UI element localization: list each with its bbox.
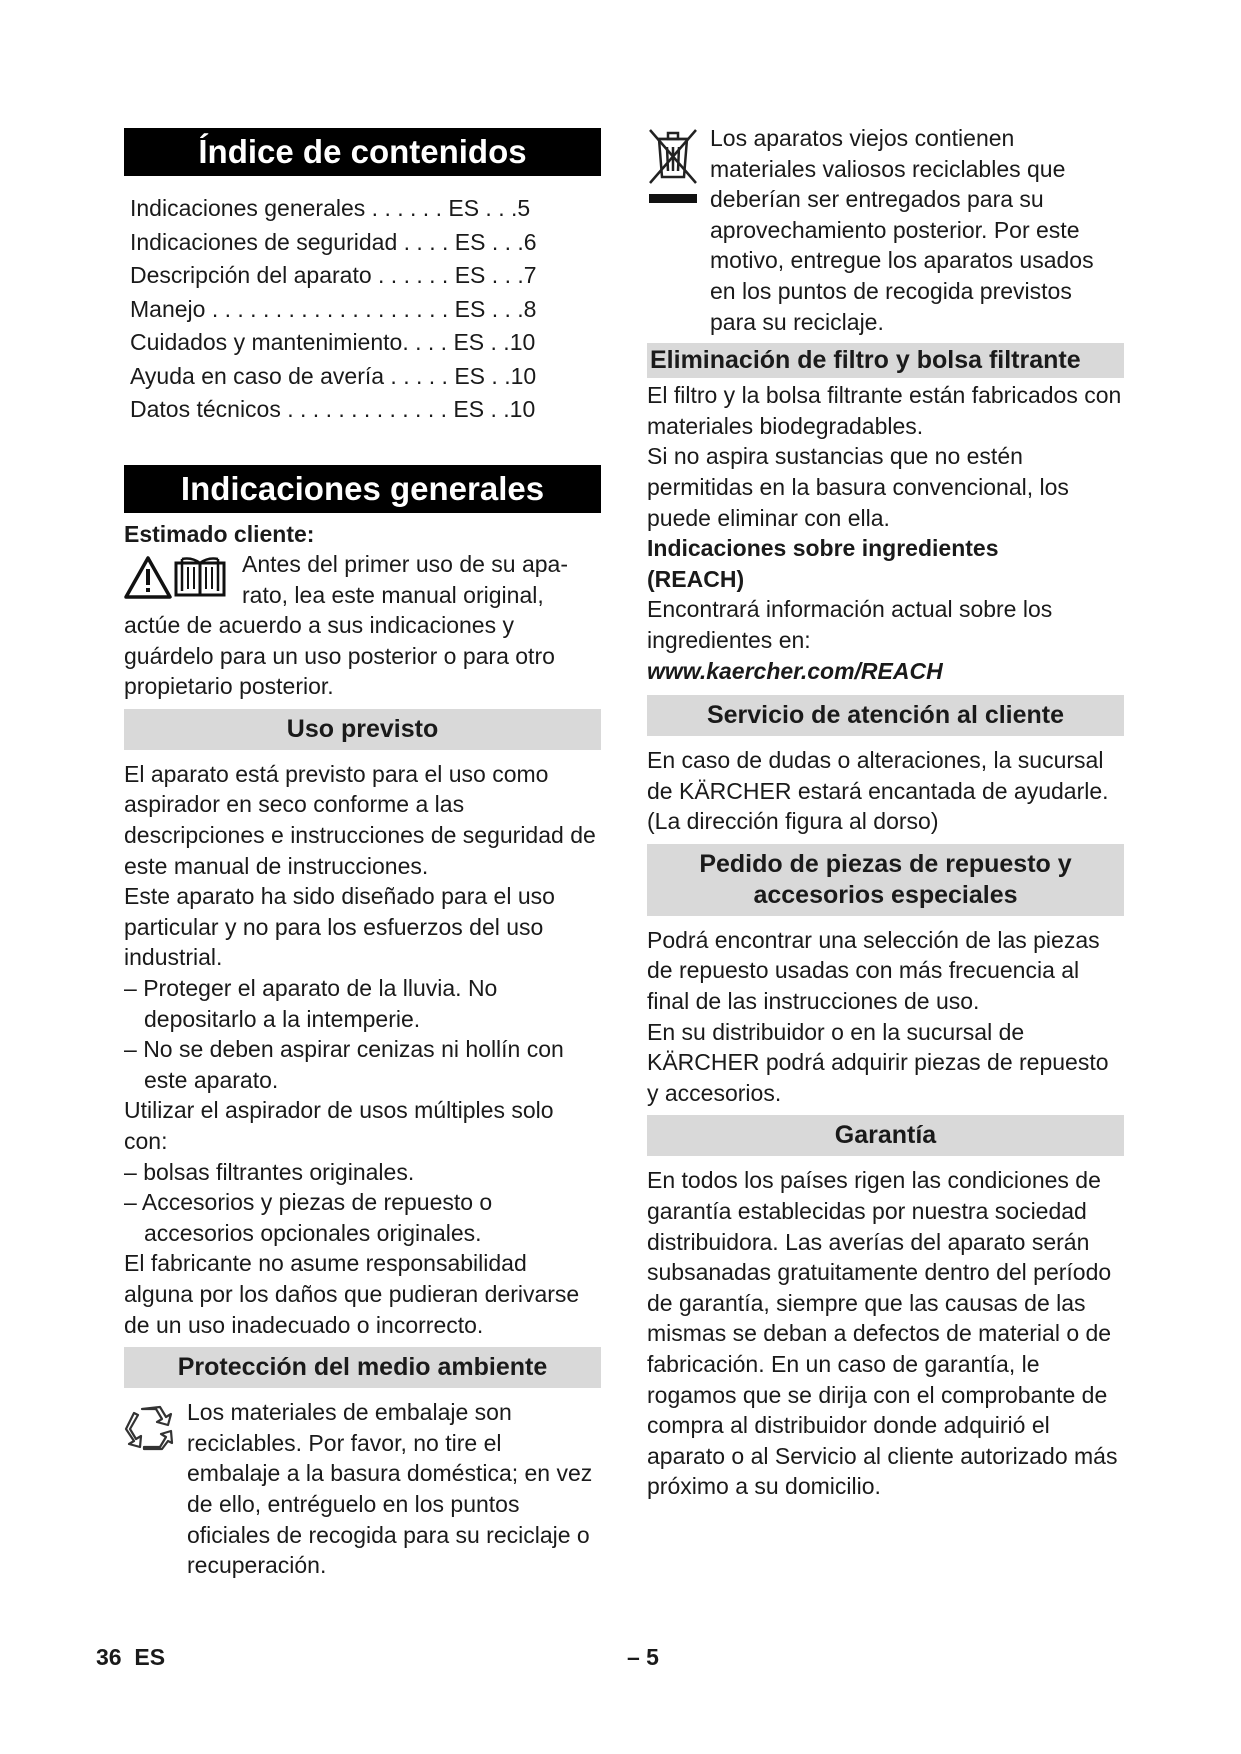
uso-bullets-2 [124,1157,601,1249]
page-number: 36 [96,1644,122,1670]
toc-item-label: Cuidados y mantenimiento. [130,329,409,355]
list-item: – No se deben aspirar cenizas ni hollín con este aparato. [124,1036,564,1093]
uso-bullets-1 [124,973,601,1095]
toc-item-ref: ES . .10 [453,329,536,355]
pedido-p2: En su distribuidor o en la sucursal de KÄRCHER podrá adquirir piezas de repuesto y accesorios. [647,1018,1109,1106]
toc-item-dots: . . . . . . [365,195,449,221]
uso-title: Uso previsto [124,709,601,750]
toc-item[interactable] [130,226,601,260]
uso-p3: Utilizar el aspirador de usos múltiples solo con: [124,1097,554,1154]
general-title: Indicaciones generales [124,465,601,513]
crossed-bin-icon [647,127,699,212]
toc-title: Índice de contenidos [124,128,601,176]
medio-p1: Los materiales de embalaje son reciclables. Por favor, no tire el embalaje a la basura doméstica; en vez de ello, entréguelo en los puntos oficiales de recogida para su reciclaje o recuperación. [187,1399,593,1579]
toc-item[interactable] [130,360,601,394]
toc-item[interactable] [130,393,601,427]
toc-item-dots: . . . . . . . . . . . . . . . . . . . [205,295,455,322]
medio-p2: Los aparatos viejos contienen materiales valiosos reciclables que deberían ser entregados para su aprovechamiento posterior. Por este motivo, entregue los aparatos usados en los puntos de recogida previstos para su reciclaje. [710,125,1094,335]
table-of-contents [130,192,601,427]
filtro-p2: Si no aspira sustancias que no estén permitidas en la basura convencional, los puede eliminar con ella. [647,443,1069,531]
list-item: – Proteger el aparato de la lluvia. No depositarlo a la intemperie. [124,975,498,1032]
pedido-title: Pedido de piezas de repuesto y accesorios especiales [647,844,1124,916]
reach-title: Indicaciones sobre ingredientes (REACH) [647,535,999,592]
toc-item[interactable] [130,192,601,226]
filtro-title: Eliminación de filtro y bolsa filtrante [647,343,1124,378]
toc-item-ref: ES . . .5 [448,195,531,221]
reach-text: Encontrará información actual sobre los ingredientes en: [647,596,1053,653]
medio-title: Protección del medio ambiente [124,1347,601,1388]
pedido-p1: Podrá encontrar una selección de las piezas de repuesto usadas con más frecuencia al final de las instrucciones de uso. [647,926,1100,1015]
toc-item-ref: ES . . .6 [454,228,537,255]
uso-p4: El fabricante no asume responsabilidad alguna por los daños que pudieran derivarse de un uso inadecuado o incorrecto. [124,1250,580,1338]
toc-item-label: Indicaciones de seguridad [130,228,398,255]
toc-item-dots: . . . . [397,228,455,255]
garantia-p1: En todos los países rigen las condiciones de garantía establecidas por nuestra sociedad distribuidora. Las averías del aparato serán subsanadas gratuitamente dentro del período de garantía, siempre que las causas de las mismas se deban a defectos de material o de fabricación. En un caso de garantía, le rogamos que se dirija con el comprobante de compra al distribuidor donde adquirió el aparato o al Servicio al cliente autorizado más próximo a su domicilio. [647,1167,1118,1500]
warning-line-1: Antes del primer uso de su apa- [242,551,569,578]
uso-p2: Este aparato ha sido diseñado para el uso particular y no para los esfuerzos del uso industrial. [124,883,555,971]
toc-item-label: Descripción del aparato [130,262,372,288]
toc-item-label: Manejo [130,295,206,322]
toc-item[interactable] [130,293,601,327]
filtro-p1: El filtro y la bolsa filtrante están fabricados con materiales biodegradables. [647,382,1122,439]
greeting: Estimado cliente: [124,520,315,547]
toc-item-ref: ES . . .8 [454,295,537,322]
toc-item[interactable] [130,259,601,293]
reach-link[interactable]: www.kaercher.com/REACH [647,657,943,684]
list-item: – Accesorios y piezas de repuesto o accesorios opcionales originales. [124,1189,493,1246]
toc-item-dots: . . . [408,329,454,355]
page-lang: ES [134,1644,166,1670]
toc-item[interactable] [130,326,601,360]
toc-item-label: Datos técnicos [130,396,281,422]
right-column [647,125,1124,1502]
uso-p1: El aparato está previsto para el uso como aspirador en seco conforme a las descripciones e instrucciones de seguridad de este manual de instrucciones. [124,760,596,879]
servicio-title: Servicio de atención al cliente [647,695,1124,736]
garantia-title: Garantía [647,1115,1124,1156]
toc-item-label: Ayuda en caso de avería [130,362,385,389]
warning-read-manual-icon [124,555,230,606]
toc-item-ref: ES . .10 [453,396,536,422]
warning-block [124,549,601,610]
weee-block [647,123,1124,337]
page-footer-number [96,1644,165,1671]
servicio-p1: En caso de dudas o alteraciones, la sucursal de KÄRCHER estará encantada de ayudarle. [647,747,1109,804]
list-item: – bolsas filtrantes originales. [124,1158,415,1185]
toc-item-ref: ES . . .7 [454,262,537,288]
recycle-icon [124,1403,174,1456]
left-column [124,128,601,1581]
toc-item-dots: . . . . . . . . . . . . . [280,396,454,422]
servicio-p2: (La dirección figura al dorso) [647,808,939,835]
warning-line-2: rato, lea este manual original, [242,581,544,608]
warning-text: actúe de acuerdo a sus indicaciones y guárdelo para un uso posterior o para otro propietario posterior. [124,612,555,700]
recycle-block [124,1397,601,1581]
page-footer-center: – 5 [627,1644,659,1670]
toc-item-dots: . . . . . . [371,262,455,288]
toc-item-dots: . . . . . [384,362,455,389]
toc-item-ref: ES . .10 [454,362,537,389]
toc-item-label: Indicaciones generales [130,195,366,221]
